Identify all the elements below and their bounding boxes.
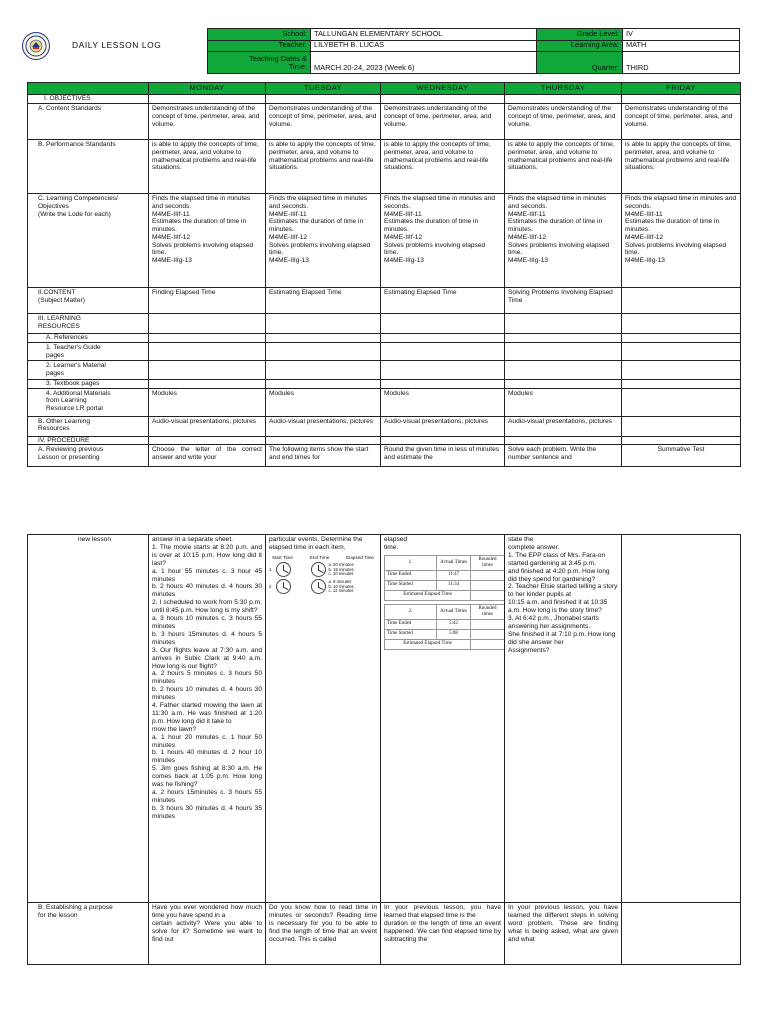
area-label: Learning Area: — [537, 40, 623, 52]
item-number-2: 2. — [269, 584, 273, 590]
objectives-heading: I. OBJECTIVES — [28, 95, 149, 104]
clock-row-1 — [269, 562, 377, 577]
header-info-table — [207, 28, 740, 74]
other-thu: Audio-visual presentations, pictures — [505, 416, 622, 436]
review-fri: Summative Test — [622, 445, 741, 467]
clock-figure — [269, 555, 377, 595]
additional-thu: Modules — [505, 388, 622, 416]
elapsed-options-2 — [329, 580, 354, 594]
cell — [149, 379, 266, 388]
review-tue-text: particular events. Determine the elapsed time in each item. — [269, 536, 363, 551]
content-standards-tue: Demonstrates understanding of the concept of time, perimeter, area, and volume. — [266, 104, 381, 140]
item-number-1: 1. — [269, 567, 273, 573]
purpose-wed: In your previous lesson, you have learned that elapsed time is the duration or the length of time an event happened. We can find elapsed time by subtracting the — [381, 903, 505, 965]
clock-row-2 — [269, 579, 377, 594]
review-wed-text: elapsed time. — [384, 536, 408, 551]
cell — [505, 361, 622, 380]
cell — [381, 314, 505, 334]
page-2 — [0, 534, 768, 1024]
end-clock-icon — [311, 562, 326, 577]
cell — [505, 95, 622, 104]
purpose-label: B. Establishing a purpose for the lesson — [28, 903, 149, 965]
content-standards-thu: Demonstrates understanding of the concept of time, perimeter, area, and volume. — [505, 104, 622, 140]
cell — [505, 436, 622, 445]
content-tue: Estimating Elapsed Time — [266, 288, 381, 314]
cell — [381, 379, 505, 388]
content-standards-label: A. Content Standards — [28, 104, 149, 140]
cell — [622, 314, 741, 334]
other-mon: Audio-visual presentations, pictures — [149, 416, 266, 436]
time-ended-label: Time Ended — [385, 570, 437, 580]
lesson-log-table — [27, 82, 741, 467]
option: c. 12 minutes — [328, 588, 354, 594]
time-started-label: Time Started — [385, 629, 437, 639]
cell — [505, 379, 622, 388]
cell — [149, 95, 266, 104]
additional-tue: Modules — [266, 388, 381, 416]
cell — [622, 342, 741, 361]
learners-material-label: 2. Learner's Material pages — [28, 361, 149, 380]
grade-value: IV — [623, 29, 740, 41]
cell — [266, 334, 381, 343]
option: b. 15 minutes — [328, 566, 354, 572]
option: c. 10 minutes — [328, 571, 354, 577]
review-thu: Solve each problem. Write the number sentence and — [505, 445, 622, 467]
dates-label-line1: Teaching Dates & — [249, 53, 307, 63]
cell — [149, 342, 266, 361]
new-lesson-label: new lesson — [28, 535, 149, 903]
review-wed-continued — [381, 535, 505, 903]
cell — [622, 334, 741, 343]
cell — [505, 314, 622, 334]
rounded-blank — [471, 590, 505, 600]
estimated-elapsed-label: Estimated Elapsed Time — [385, 639, 471, 649]
cell — [266, 314, 381, 334]
purpose-mon: Have you ever wondered how much time you have spend in a certain activity? Were you able to solve for it? Sometime we want to find out — [149, 903, 266, 965]
elapsed-estimate-table-1 — [384, 555, 505, 601]
textbook-label: 3. Textbook pages — [28, 379, 149, 388]
content-fri — [622, 288, 741, 314]
grade-label: Grade Level: — [537, 29, 623, 41]
option: a. 20 minutes — [328, 561, 354, 567]
time-ended-label: Time Ended — [385, 619, 437, 629]
estimated-elapsed-label: Estimated Elapsed Time — [385, 590, 471, 600]
rounded-blank — [471, 629, 505, 639]
time-ended-value: 11:47 — [437, 570, 471, 580]
dates-label-line2: Time: — [288, 61, 307, 71]
option: a. 8 minutes — [328, 578, 352, 584]
rounded-blank — [471, 619, 505, 629]
cell — [622, 535, 741, 903]
elapsed-options-1 — [329, 563, 354, 577]
performance-standards-label: B. Performance Standards — [28, 140, 149, 194]
competencies-thu: Finds the elapsed time in minutes and seconds. M4ME-IIIf-11 Estimates the duration of time in minutes. M4ME-IIIf-12 Solves problems involving elapsed time. M4ME-IIIg-13 — [505, 194, 622, 288]
performance-standards-fri: is able to apply the concepts of time, perimeter, area, and volume to mathematical problems and real-life situations. — [622, 140, 741, 194]
cell — [266, 95, 381, 104]
purpose-thu: In your previous lesson, you have learned the different steps in solving word problem. These are finding what is being asked, what are given and what — [505, 903, 622, 965]
day-header-friday: FRIDAY — [622, 83, 741, 95]
additional-wed: Modules — [381, 388, 505, 416]
table-heading-number: 1. — [385, 555, 437, 570]
cell — [381, 342, 505, 361]
content-standards-wed: Demonstrates understanding of the concept of time, perimeter, area, and volume. — [381, 104, 505, 140]
other-resources-label: B. Other Learning Resources — [28, 416, 149, 436]
cell — [266, 361, 381, 380]
rounded-blank — [471, 570, 505, 580]
procedure-heading: IV. PROCEDURE — [28, 436, 149, 445]
time-started-value: 11:34 — [437, 580, 471, 590]
time-ended-value: 5:42 — [437, 619, 471, 629]
cell — [149, 361, 266, 380]
content-wed: Estimating Elapsed Time — [381, 288, 505, 314]
cell — [381, 436, 505, 445]
content-standards-mon: Demonstrates understanding of the concept of time, perimeter, area, and volume. — [149, 104, 266, 140]
cell — [622, 436, 741, 445]
content-mon: Finding Elapsed Time — [149, 288, 266, 314]
cell — [149, 334, 266, 343]
cell — [622, 416, 741, 436]
table-heading-actual: Actual Times — [437, 604, 471, 619]
cell — [149, 314, 266, 334]
table-heading-rounded: Rounded times — [471, 604, 505, 619]
content-thu: Solving Problems Involving Elapsed Time — [505, 288, 622, 314]
rounded-blank — [471, 580, 505, 590]
quarter-label: Quarter: — [537, 52, 623, 74]
cell — [266, 342, 381, 361]
review-wed: Round the given time in less of minutes and estimate the — [381, 445, 505, 467]
start-time-heading: Start Time — [272, 554, 293, 560]
table-heading-rounded: Rounded times — [471, 555, 505, 570]
school-label: School: — [208, 29, 311, 41]
references-label: A. References — [28, 334, 149, 343]
end-time-heading: End Time — [309, 554, 330, 560]
day-header-wednesday: WEDNESDAY — [381, 83, 505, 95]
day-header-thursday: THURSDAY — [505, 83, 622, 95]
teachers-guide-label: 1. Teacher's Guide pages — [28, 342, 149, 361]
review-thu-continued: state the complete answer. 1. The EPP class of Mrs. Fara-on started gardening at 3:45 p.m. and finished at 4:20 p.m. How long did they spend for gardening? 2. Teacher Elsie started telling a story to her kinder pupils at 10:15 a.m. and finished it at 10:35 a.m. How long is the story time? 3. At 6:42 p.m., Jhonabel starts answering her assignments. She finished it at 7:10 p.m. How long did she answer her Assignments? — [505, 535, 622, 903]
clock-figure-header — [269, 555, 377, 561]
cell — [381, 95, 505, 104]
school-value: TALLUNGAN ELEMENTARY SCHOOL — [311, 29, 537, 41]
performance-standards-mon: is able to apply the concepts of time, perimeter, area, and volume to mathematical problems and real-life situations. — [149, 140, 266, 194]
dates-value: MARCH 20-24, 2023 (Week 6) — [311, 52, 537, 74]
cell — [622, 388, 741, 416]
teacher-value: LILYBETH B. LUCAS — [311, 40, 537, 52]
cell — [505, 342, 622, 361]
cell — [381, 361, 505, 380]
option: b. 10 minutes — [328, 583, 354, 589]
competencies-wed: Finds the elapsed time in minutes and seconds. M4ME-IIIf-11 Estimates the duration of time in minutes. M4ME-IIIf-12 Solves problems involving elapsed time. M4ME-IIIg-13 — [381, 194, 505, 288]
corner-header — [28, 83, 149, 95]
table-heading-number: 2. — [385, 604, 437, 619]
dates-label — [208, 52, 311, 74]
cell — [622, 379, 741, 388]
competencies-mon: Finds the elapsed time in minutes and seconds. M4ME-IIIf-11 Estimates the duration of time in minutes. M4ME-IIIf-12 Solves problems involving elapsed time. M4ME-IIIg-13 — [149, 194, 266, 288]
cell — [505, 334, 622, 343]
cell — [622, 361, 741, 380]
lesson-log-table-continued — [27, 534, 741, 965]
elapsed-estimate-table-2 — [384, 604, 505, 650]
start-clock-icon — [276, 579, 291, 594]
cell — [622, 903, 741, 965]
area-value: MATH — [623, 40, 740, 52]
review-tue: The following items show the start and end times for — [266, 445, 381, 467]
day-header-tuesday: TUESDAY — [266, 83, 381, 95]
teacher-label: Teacher: — [208, 40, 311, 52]
competencies-label: C. Learning Competencies/ Objectives (Write the Lode for each) — [28, 194, 149, 288]
competencies-fri: Finds the elapsed time in minutes and seconds. M4ME-IIIf-11 Estimates the duration of time in minutes. M4ME-IIIf-12 Solves problems involving elapsed time. M4ME-IIIg-13 — [622, 194, 741, 288]
cell — [149, 436, 266, 445]
performance-standards-thu: is able to apply the concepts of time, perimeter, area, and volume to mathematical problems and real-life situations. — [505, 140, 622, 194]
review-label: A. Reviewing previous Lesson or presenting — [28, 445, 149, 467]
cell — [381, 334, 505, 343]
competencies-tue: Finds the elapsed time in minutes and seconds. M4ME-IIIf-11 Estimates the duration of time in minutes. M4ME-IIIf-12 Solves problems involving elapsed time. M4ME-IIIg-13 — [266, 194, 381, 288]
review-mon: Choose the letter of the correct answer and write your — [149, 445, 266, 467]
page-1 — [0, 0, 768, 480]
document-title: DAILY LESSON LOG — [72, 40, 162, 50]
additional-mon: Modules — [149, 388, 266, 416]
cell — [266, 379, 381, 388]
purpose-tue: Do you know how to read time in minutes or seconds? Reading time is necessary for you to be able to find the length of time that an event occurred. This is called — [266, 903, 381, 965]
day-header-monday: MONDAY — [149, 83, 266, 95]
quarter-value: THIRD — [623, 52, 740, 74]
rounded-blank — [471, 639, 505, 649]
elapsed-time-heading: Elapsed Time — [346, 554, 374, 560]
performance-standards-tue: is able to apply the concepts of time, perimeter, area, and volume to mathematical problems and real-life situations. — [266, 140, 381, 194]
other-tue: Audio-visual presentations, pictures — [266, 416, 381, 436]
review-mon-continued: answer in a separate sheet. 1. The movie starts at 8:20 p.m. and is over at 10:15 p.m. How long did it last? a. 1 hour 55 minutes c. 3 hour 45 minutes b. 2 hours 40 minutes d. 4 hours 30 minutes 2. I scheduled to work from 5:30 p.m. until 8:45 p.m. How long is my shift? a. 3 hours 10 minutes c. 3 hours 55 minutes b. 3 hours 15minutes d. 4 hours 5 minutes 3. Our flights leave at 7:30 a.m. and arrives in Subic Clark at 9:40 a.m. How long is our flight? a. 2 hours 5 minutes c. 3 hours 50 minutes b. 2 hours 10 minutes d. 4 hours 30 minutes 4. Father started mowing the lawn at 11:30 a.m. He was finished at 1:20 p.m. How long did it take to mow the lawn? a. 1 hour 20 minutes c. 1 hour 50 minutes b. 1 hours 40 minutes d. 2 hour 10 minutes 5. Jim goes fishing at 8:30 a.m. He comes back at 1:05 p.m. How long was he fishing? a. 2 hours 15minutes c. 3 hours 55 minutes b. 3 hours 30 minutes d. 4 hours 35 minutes — [149, 535, 266, 903]
deped-seal-icon — [22, 32, 50, 60]
additional-materials-label: 4. Additional Materials from Learning Resource LR portal — [28, 388, 149, 416]
content-standards-fri: Demonstrates understanding of the concept of time, perimeter, area, and volume. — [622, 104, 741, 140]
review-tue-continued — [266, 535, 381, 903]
time-started-value: 5:08 — [437, 629, 471, 639]
end-clock-icon — [311, 579, 326, 594]
content-label: II.CONTENT (Subject Matter) — [28, 288, 149, 314]
start-clock-icon — [276, 562, 291, 577]
time-started-label: Time Started — [385, 580, 437, 590]
cell — [622, 95, 741, 104]
cell — [266, 436, 381, 445]
resources-heading: III. LEARNING RESOURCES — [28, 314, 149, 334]
table-heading-actual: Actual Times — [437, 555, 471, 570]
performance-standards-wed: is able to apply the concepts of time, perimeter, area, and volume to mathematical problems and real-life situations. — [381, 140, 505, 194]
other-wed: Audio-visual presentations, pictures — [381, 416, 505, 436]
